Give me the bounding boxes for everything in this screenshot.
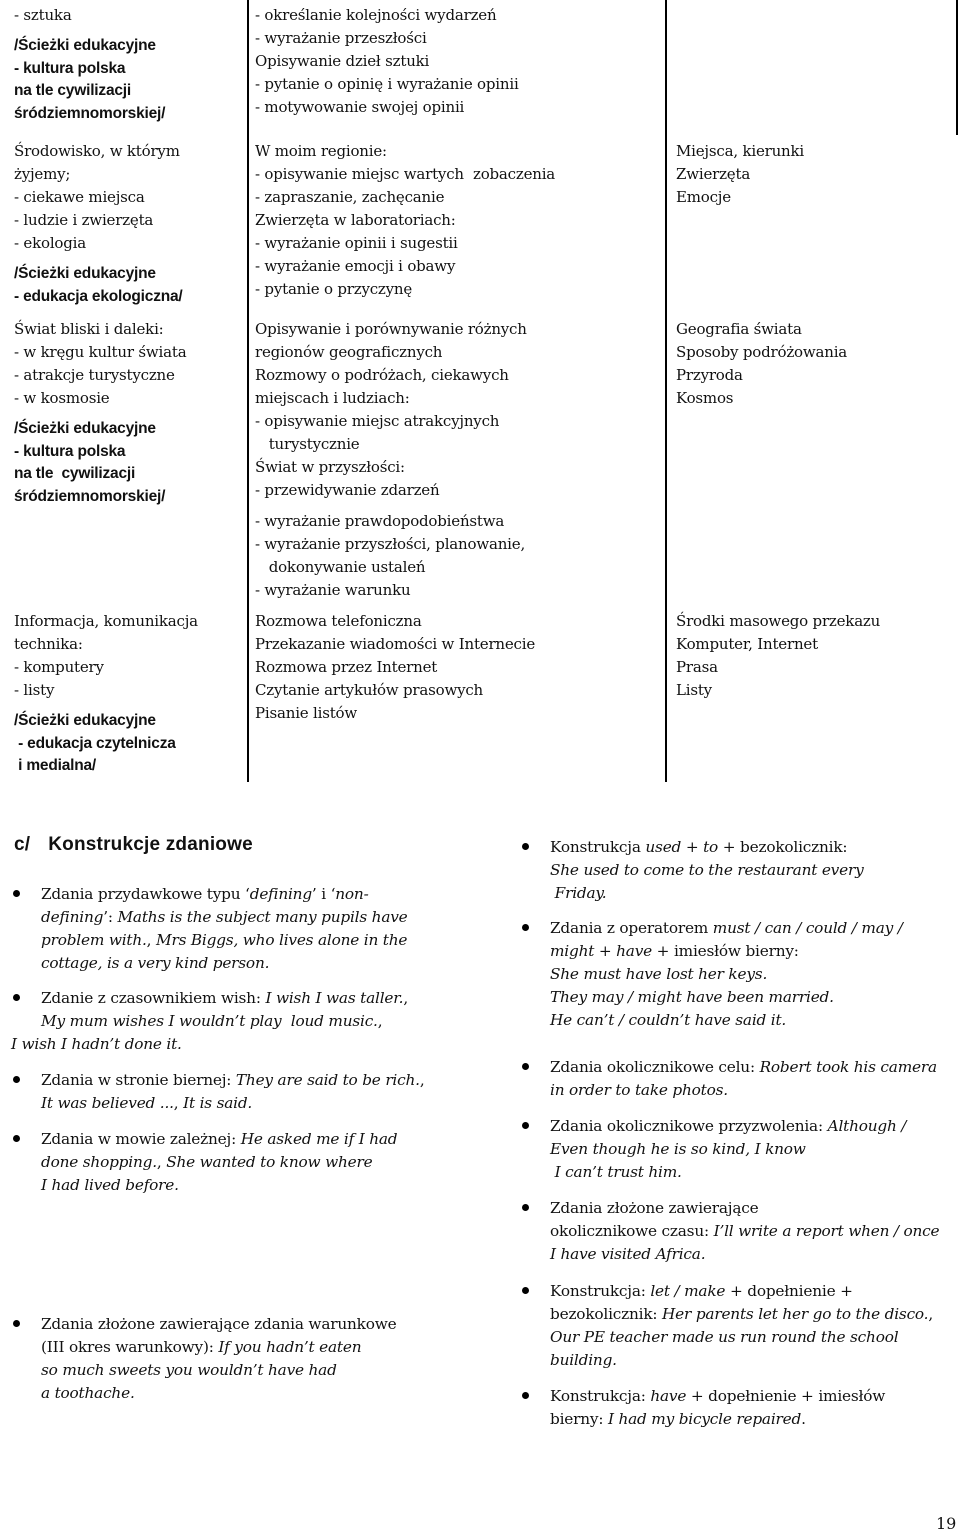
cell-line: - ludzie i zwierzęta — [14, 211, 154, 229]
example-text: I had lived before. — [41, 1176, 179, 1194]
list-item-line — [550, 986, 903, 1009]
rule-text: bierny: — [550, 1410, 608, 1428]
list-item-line — [550, 1197, 939, 1220]
table-border-middle — [665, 0, 667, 782]
rule-text: bezokolicznik: — [550, 1305, 663, 1323]
example-text: It was believed ... — [41, 1094, 174, 1112]
example-text: building. — [550, 1351, 617, 1369]
example-text: My mum wishes I wouldn’t play loud music. — [41, 1012, 378, 1030]
list-item — [550, 1280, 933, 1372]
cell-line: - komputery — [14, 658, 104, 676]
example-text: defining — [249, 885, 312, 903]
rule-text: Zdania okolicznikowe celu: — [550, 1058, 760, 1076]
list-item — [41, 1128, 397, 1197]
list-item — [41, 883, 408, 975]
example-text: let / make — [650, 1282, 726, 1300]
bullet-icon — [522, 1392, 529, 1399]
section-title — [14, 834, 253, 856]
rule-text: Zdania w mowie zależnej: — [41, 1130, 241, 1148]
list-item-line — [41, 1174, 397, 1197]
cell-line: Przekazanie wiadomości w Internecie — [255, 635, 536, 653]
example-text: must / can / could / may / — [712, 919, 903, 937]
example-text: I have visited Africa. — [550, 1245, 706, 1263]
list-item-line — [550, 1161, 906, 1184]
section-letter: c/ — [14, 834, 31, 855]
rule-text: Konstrukcja: — [550, 1282, 651, 1300]
list-item — [41, 1313, 396, 1405]
cell-spacer — [14, 702, 198, 710]
rule-text: okolicznikowe czasu: — [550, 1222, 714, 1240]
rule-text: , — [403, 989, 409, 1007]
cell-line: Świat bliski i daleki: — [14, 320, 164, 338]
rule-text: Zdanie z czasownikiem wish: — [41, 989, 266, 1007]
cell-line: Czytanie artykułów prasowych — [255, 681, 484, 699]
cell-path-line: - kultura polska — [14, 442, 126, 460]
list-item — [550, 917, 903, 1032]
cell-line: - ciekawe miejsca — [14, 188, 145, 206]
rule-text: + dopełnienie + imiesłów — [686, 1387, 886, 1405]
example-text: Even though he is so kind, I know — [550, 1140, 806, 1158]
list-item-line — [550, 1220, 939, 1243]
list-item-line — [41, 1151, 397, 1174]
rule-text: , — [419, 1071, 425, 1089]
rule-text: + — [681, 838, 704, 856]
bullet-icon — [13, 1076, 20, 1083]
cell-spacer — [255, 502, 527, 510]
cell-line: Sposoby podróżowania — [676, 343, 848, 361]
example-text: non- — [335, 885, 369, 903]
list-item-line — [550, 1243, 939, 1266]
example-text: Our PE teacher made us run round the school — [550, 1328, 899, 1346]
cell-path-line: śródziemnomorskiej/ — [14, 487, 166, 505]
list-item-line — [41, 883, 408, 906]
list-item-line — [41, 1069, 424, 1092]
example-text: I can’t trust him. — [550, 1163, 682, 1181]
example-text: Robert took his camera — [759, 1058, 937, 1076]
example-text: so much sweets you wouldn’t have had — [41, 1361, 337, 1379]
bullet-icon — [522, 843, 529, 850]
cell-line: - wyrażanie przyszłości, planowanie, — [255, 535, 526, 553]
table-cell-r2-c3 — [676, 140, 804, 209]
list-item-line — [41, 1010, 408, 1033]
list-item — [550, 1056, 937, 1102]
cell-line: Środki masowego przekazu — [676, 612, 881, 630]
bullet-icon — [522, 1063, 529, 1070]
list-item-line — [550, 1326, 933, 1349]
example-text: Mrs Biggs, who lives alone in the — [156, 931, 408, 949]
bullet-icon — [13, 1135, 20, 1142]
example-text: problem with. — [41, 931, 147, 949]
example-text: If you hadn’t eaten — [218, 1338, 362, 1356]
example-text: Friday. — [550, 884, 607, 902]
list-item-line — [550, 836, 864, 859]
cell-line: technika: — [14, 635, 83, 653]
cell-line: - opisywanie miejsc atrakcyjnych — [255, 412, 500, 430]
rule-text: . — [801, 1410, 806, 1428]
list-item-line — [550, 1138, 906, 1161]
rule-text: Zdania przydawkowe typu ‘ — [41, 885, 250, 903]
table-cell-r2-c2 — [255, 140, 555, 301]
list-item — [550, 1197, 939, 1266]
cell-line: miejscach i ludziach: — [255, 389, 410, 407]
list-item-line — [550, 1349, 933, 1372]
rule-text: Zdania z operatorem — [550, 919, 713, 937]
rule-text: ’ i ‘ — [311, 885, 336, 903]
example-text: Although / — [827, 1117, 907, 1135]
cell-line: - w kręgu kultur świata — [14, 343, 187, 361]
cell-line: - sztuka — [14, 6, 72, 24]
example-text: He can’t / couldn’t have said it. — [550, 1011, 787, 1029]
table-cell-r3-c1 — [14, 318, 186, 508]
list-item-line — [550, 1079, 937, 1102]
cell-path-line: śródziemnomorskiej/ — [14, 104, 166, 122]
example-text: cottage, is a very kind person. — [41, 954, 270, 972]
cell-path-line: /Ścieżki edukacyjne — [14, 265, 156, 282]
cell-line: regionów geograficznych — [255, 343, 443, 361]
bullet-icon — [13, 890, 20, 897]
list-item-line — [550, 1408, 885, 1431]
cell-path-line: na tle cywilizacji — [14, 465, 136, 482]
cell-line: Środowisko, w którym — [14, 142, 180, 160]
cell-line: W moim regionie: — [255, 142, 387, 160]
bullet-icon — [522, 1287, 529, 1294]
example-text: I wish I was taller. — [265, 989, 404, 1007]
cell-line: - wyrażanie warunku — [255, 581, 411, 599]
bullet-icon — [13, 994, 20, 1001]
list-item — [550, 1115, 906, 1184]
cell-spacer — [14, 410, 186, 418]
table-border-right — [956, 0, 958, 135]
example-text: She must have lost her keys. — [550, 965, 768, 983]
cell-line: żyjemy; — [14, 165, 71, 183]
list-item-line — [41, 906, 408, 929]
rule-text: Zdania złożone zawierające zdania warunkowe — [41, 1315, 397, 1333]
example-text: They are said to be rich. — [235, 1071, 420, 1089]
list-item-line — [41, 952, 408, 975]
rule-text: + imiesłów bierny: — [652, 942, 799, 960]
list-item-line — [550, 1280, 933, 1303]
list-item-line — [41, 987, 408, 1010]
example-text: to — [703, 838, 719, 856]
cell-line: - motywowanie swojej opinii — [255, 98, 465, 116]
cell-line: Rozmowa telefoniczna — [255, 612, 422, 630]
example-text: defining — [41, 908, 104, 926]
list-item-line — [41, 1336, 396, 1359]
list-item-line — [41, 1313, 396, 1336]
rule-text: Konstrukcja: — [550, 1387, 651, 1405]
list-item-line — [11, 1033, 408, 1056]
example-text: She used to come to the restaurant every — [550, 861, 864, 879]
table-cell-r1-c2 — [255, 4, 519, 119]
list-item-line — [41, 1359, 396, 1382]
cell-line: Przyroda — [676, 366, 743, 384]
cell-line: Kosmos — [676, 389, 734, 407]
table-border-left — [247, 0, 249, 782]
list-item-line — [550, 882, 864, 905]
example-text: They may / might have been married. — [550, 988, 834, 1006]
rule-text: , — [173, 1094, 184, 1112]
example-text: I’ll write a report when / once — [713, 1222, 940, 1240]
rule-text: , — [928, 1305, 934, 1323]
cell-line: Prasa — [676, 658, 718, 676]
example-text: She wanted to know where — [166, 1153, 373, 1171]
list-item-line — [41, 1092, 424, 1115]
rule-text: Konstrukcja — [550, 838, 646, 856]
list-item-line — [550, 963, 903, 986]
cell-line: - wyrażanie przeszłości — [255, 29, 427, 47]
list-item — [550, 1385, 885, 1431]
list-item-line — [550, 1056, 937, 1079]
example-text: used — [645, 838, 682, 856]
table-cell-r4-c1 — [14, 610, 198, 778]
bullet-icon — [13, 1320, 20, 1327]
table-cell-r4-c2 — [255, 610, 535, 725]
cell-line: Opisywanie dzieł sztuki — [255, 52, 430, 70]
cell-line: Rozmowy o podróżach, ciekawych — [255, 366, 509, 384]
cell-line: Zwierzęta w laboratoriach: — [255, 211, 456, 229]
cell-path-line: - edukacja czytelnicza — [14, 734, 176, 752]
cell-line: Geografia świata — [676, 320, 802, 338]
example-text: Maths is the subject many pupils have — [117, 908, 408, 926]
cell-line: - pytanie o przyczynę — [255, 280, 413, 298]
list-item-line — [550, 1009, 903, 1032]
cell-line: Miejsca, kierunki — [676, 142, 805, 160]
example-text: I wish I hadn’t done it. — [11, 1035, 182, 1053]
cell-path-line: /Ścieżki edukacyjne — [14, 37, 156, 54]
cell-path-line: i medialna/ — [14, 757, 97, 774]
table-cell-r3-c3 — [676, 318, 847, 410]
list-item — [11, 987, 409, 1056]
cell-spacer — [14, 255, 183, 263]
rule-text: , — [377, 1012, 383, 1030]
cell-path-line: /Ścieżki edukacyjne — [14, 712, 156, 729]
list-item — [41, 1069, 424, 1115]
cell-line: Opisywanie i porównywanie różnych — [255, 320, 527, 338]
example-text: a toothache. — [41, 1384, 135, 1402]
rule-text: Zdania w stronie biernej: — [41, 1071, 236, 1089]
example-text: It is said. — [183, 1094, 253, 1112]
list-item-line — [550, 1115, 906, 1138]
example-text: done shopping. — [41, 1153, 157, 1171]
list-item-line — [41, 929, 408, 952]
table-cell-r1-c1 — [14, 4, 165, 125]
cell-line: dokonywanie ustaleń — [255, 558, 426, 576]
rule-text: + bezokolicznik: — [718, 838, 848, 856]
cell-line: - listy — [14, 681, 55, 699]
bullet-icon — [522, 924, 529, 931]
list-item-line — [550, 1303, 933, 1326]
list-item-line — [550, 1385, 885, 1408]
bullet-icon — [522, 1204, 529, 1211]
cell-line: - zapraszanie, zachęcanie — [255, 188, 445, 206]
list-item-line — [550, 940, 903, 963]
cell-line: - przewidywanie zdarzeń — [255, 481, 440, 499]
rule-text: , — [156, 1153, 167, 1171]
cell-line: Informacja, komunikacja — [14, 612, 198, 630]
cell-line: Emocje — [676, 188, 731, 206]
list-item — [550, 836, 864, 905]
list-item-line — [41, 1128, 397, 1151]
cell-line: Pisanie listów — [255, 704, 358, 722]
page-number: 19 — [936, 1514, 957, 1533]
table-cell-r3-c2 — [255, 318, 527, 602]
cell-line: - opisywanie miejsc wartych zobaczenia — [255, 165, 556, 183]
cell-line: - wyrażanie prawdopodobieństwa — [255, 512, 505, 530]
table-cell-r4-c3 — [676, 610, 880, 702]
cell-path-line: na tle cywilizacji — [14, 82, 132, 99]
cell-line: Listy — [676, 681, 712, 699]
example-text: He asked me if I had — [240, 1130, 398, 1148]
example-text: I had my bicycle repaired — [607, 1410, 802, 1428]
rule-text: Zdania okolicznikowe przyzwolenia: — [550, 1117, 828, 1135]
rule-text: (III okres warunkowy): — [41, 1338, 219, 1356]
example-text: in order to take photos. — [550, 1081, 728, 1099]
cell-path-line: - kultura polska — [14, 59, 126, 77]
cell-line: - pytanie o opinię i wyrażanie opinii — [255, 75, 519, 93]
cell-line: Zwierzęta — [676, 165, 751, 183]
cell-line: - w kosmosie — [14, 389, 110, 407]
list-item-line — [41, 1382, 396, 1405]
rule-text: + dopełnienie + — [725, 1282, 853, 1300]
cell-path-line: /Ścieżki edukacyjne — [14, 420, 156, 437]
rule-text: , — [146, 931, 156, 949]
cell-line: - wyrażanie emocji i obawy — [255, 257, 456, 275]
cell-line: Komputer, Internet — [676, 635, 818, 653]
cell-line: Świat w przyszłości: — [255, 458, 405, 476]
list-item-line — [550, 859, 864, 882]
cell-line: turystycznie — [255, 435, 360, 453]
example-text: might + have — [550, 942, 652, 960]
cell-line: - atrakcje turystyczne — [14, 366, 175, 384]
cell-line: - ekologia — [14, 234, 87, 252]
bullet-icon — [522, 1122, 529, 1129]
cell-path-line: - edukacja ekologiczna/ — [14, 287, 183, 305]
rule-text: ’: — [103, 908, 118, 926]
section-title-text: Konstrukcje zdaniowe — [48, 834, 253, 855]
example-text: have — [650, 1387, 687, 1405]
cell-line: Rozmowa przez Internet — [255, 658, 438, 676]
table-cell-r2-c1 — [14, 140, 183, 308]
list-item-line — [550, 917, 903, 940]
cell-spacer — [14, 27, 165, 35]
example-text: Her parents let her go to the disco. — [662, 1305, 929, 1323]
cell-line: - wyrażanie opinii i sugestii — [255, 234, 458, 252]
rule-text: Zdania złożone zawierające — [550, 1199, 759, 1217]
cell-line: - określanie kolejności wydarzeń — [255, 6, 497, 24]
